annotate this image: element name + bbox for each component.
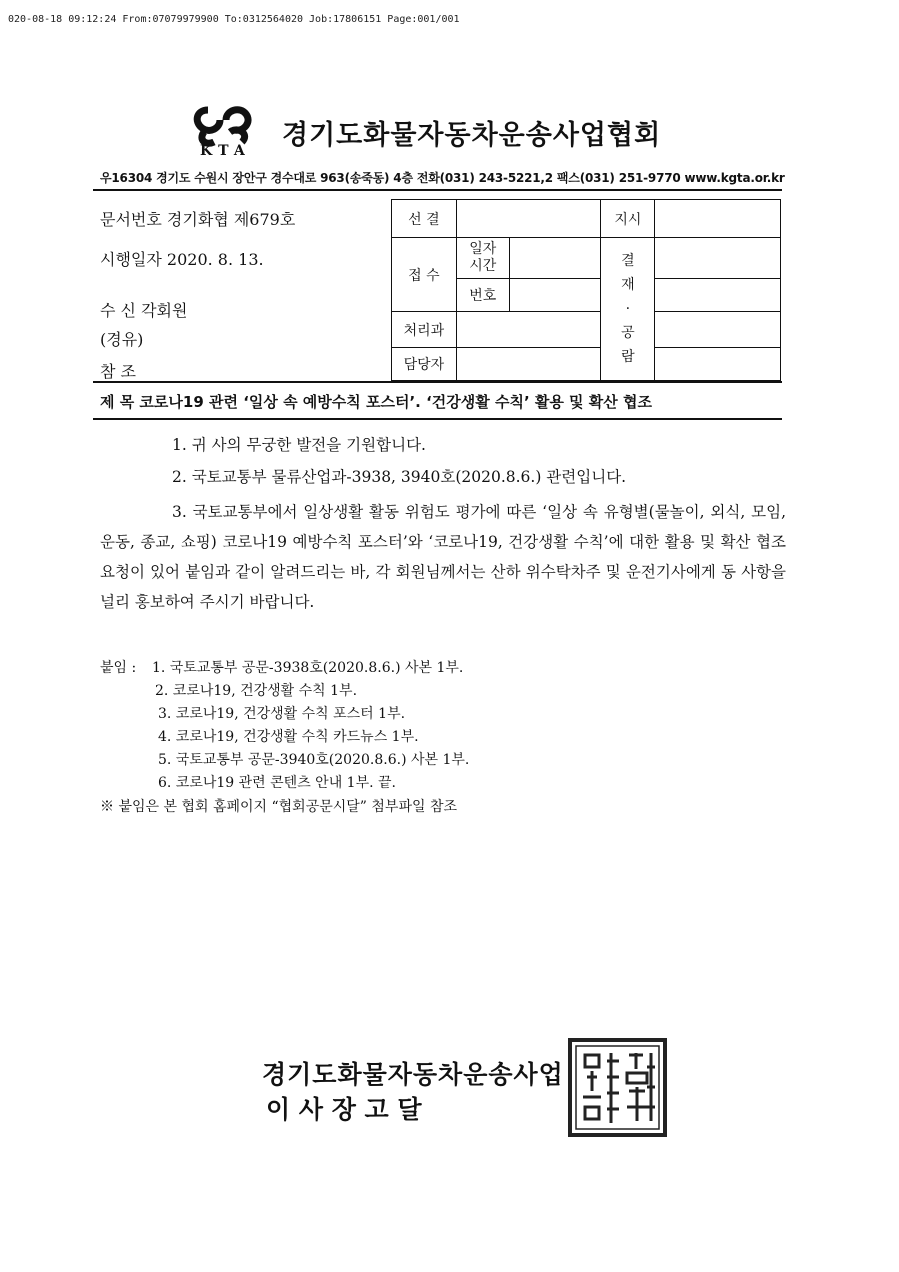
reference: 참 조 <box>100 362 136 381</box>
signature-org: 경기도화물자동차운송사업 <box>262 1060 564 1089</box>
date-time-cell <box>509 238 601 279</box>
attachment-label: 붙임 : <box>100 660 137 676</box>
logo-text: KTA <box>200 143 251 159</box>
seongyeol-cell <box>456 200 601 238</box>
attachment-item-5: 5. 국토교통부 공문-3940호(2020.8.6.) 사본 1부. <box>158 752 470 768</box>
attachment-item-3: 3. 코로나19, 건강생활 수칙 포스터 1부. <box>158 706 406 722</box>
approval-table <box>391 199 781 381</box>
attachment-item-1: 1. 국토교통부 공문-3938호(2020.8.6.) 사본 1부. <box>152 660 464 676</box>
gyeoljae-cell-4 <box>655 348 781 381</box>
official-seal-icon <box>567 1037 668 1138</box>
attachment-item-2: 2. 코로나19, 건강생활 수칙 1부. <box>155 683 358 699</box>
attachment-note: ※ 붙임은 본 협회 홈페이지 “협회공문시달” 첨부파일 참조 <box>100 799 457 815</box>
jisi-label: 지시 <box>601 200 655 238</box>
processing-dept-cell <box>456 312 601 348</box>
subject-bottom-rule <box>93 418 782 420</box>
number-cell <box>509 279 601 312</box>
processing-dept-label: 처리과 <box>392 312 457 348</box>
attachment-item-4: 4. 코로나19, 건강생활 수칙 카드뉴스 1부. <box>158 729 419 745</box>
gyeoljae-cell-1 <box>655 238 781 279</box>
number-label: 번호 <box>456 279 509 312</box>
via: (경유) <box>100 330 144 349</box>
letterhead-divider <box>93 189 782 191</box>
fax-header: 020-08-18 09:12:24 From:07079979900 To:0312564020 Job:17806151 Page:001/001 <box>8 14 460 25</box>
gyeoljae-label: 결 재 · 공 람 <box>601 238 655 381</box>
attachment-item-6: 6. 코로나19 관련 콘텐츠 안내 1부. 끝. <box>158 775 396 791</box>
org-name: 경기도화물자동차운송사업협회 <box>282 120 662 151</box>
enforcement-date: 시행일자 2020. 8. 13. <box>100 250 264 269</box>
doc-number: 문서번호 경기화협 제679호 <box>100 210 296 229</box>
gyeoljae-cell-2 <box>655 279 781 312</box>
jeopsu-label: 접 수 <box>392 238 457 312</box>
body-paragraph-2: 2. 국토교통부 물류산업과-3938, 3940호(2020.8.6.) 관련입니다. <box>172 468 627 486</box>
body-paragraph-1: 1. 귀 사의 무궁한 발전을 기원합니다. <box>172 436 426 454</box>
gyeoljae-cell-3 <box>655 312 781 348</box>
date-time-label: 일자 시간 <box>456 238 509 279</box>
person-in-charge-cell <box>456 348 601 381</box>
jisi-cell <box>655 200 781 238</box>
signature-title: 이 사 장 고 달 <box>266 1095 422 1124</box>
subject-top-rule <box>93 381 782 383</box>
subject: 제 목 코로나19 관련 ‘일상 속 예방수칙 포스터’. ‘건강생활 수칙’ 활용 및 확산 협조 <box>100 393 652 411</box>
body-paragraph-3: 3. 국토교통부에서 일상생활 활동 위험도 평가에 따른 ‘일상 속 유형별(물놀이, 외식, 모임, 운동, 종교, 쇼핑) 코로나19 예방수칙 포스터’와 ‘코로나19, 건강생활 수칙’에 대한 활용 및 확산 협조 요청이 있어 붙임과 같이 알려드리는 바, 각 회원님께서는 산하 위수탁차주 및 운전기사에게 동 사항을 널리 홍보하여 주시기 바랍니다. <box>100 503 786 611</box>
seongyeol-label: 선 결 <box>392 200 457 238</box>
person-in-charge-label: 담당자 <box>392 348 457 381</box>
org-address: 우16304 경기도 수원시 장안구 경수대로 963(송죽동) 4층 전화(031) 243-5221,2 팩스(031) 251-9770 www.kgta.or.kr <box>100 171 785 185</box>
recipient: 수 신 각회원 <box>100 301 188 320</box>
